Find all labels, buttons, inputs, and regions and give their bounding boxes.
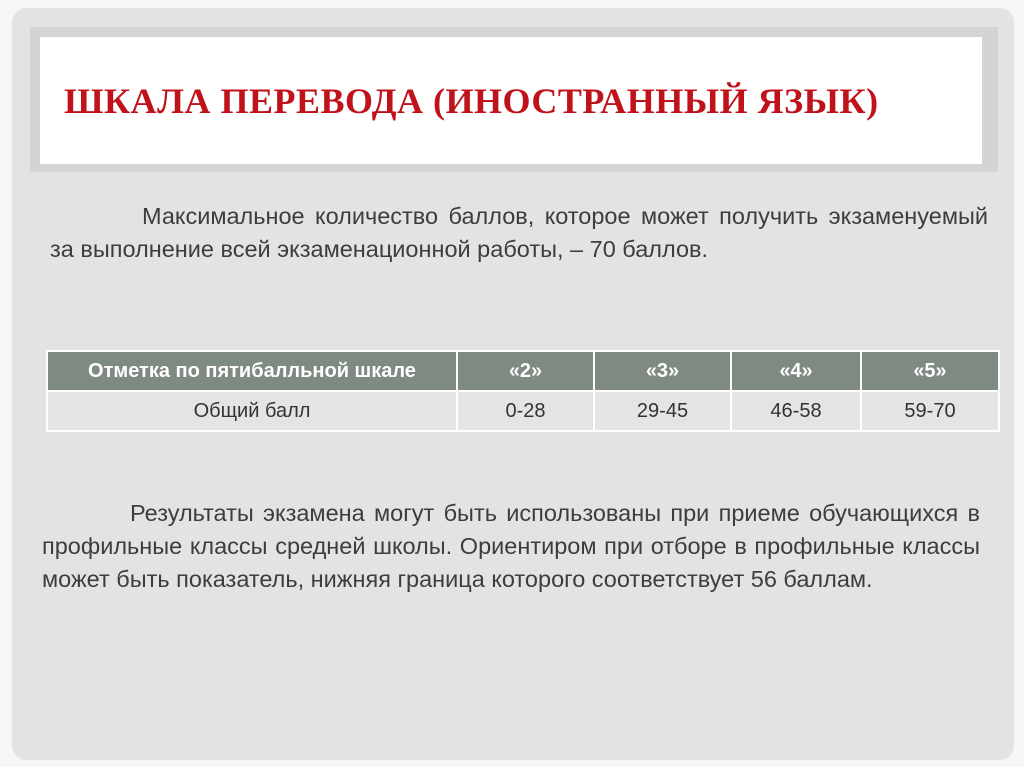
slide-title: ШКАЛА ПЕРЕВОДА (ИНОСТРАННЫЙ ЯЗЫК) (64, 80, 879, 121)
header-grade-2: «2» (457, 351, 594, 391)
header-grade-5: «5» (861, 351, 999, 391)
score-range-grade-2: 0-28 (457, 391, 594, 431)
header-grade-3: «3» (594, 351, 731, 391)
header-grade-scale: Отметка по пятибалльной шкале (47, 351, 457, 391)
row-label-total-score: Общий балл (47, 391, 457, 431)
table-row (47, 391, 999, 431)
table-header-row (47, 351, 999, 391)
score-range-grade-5: 59-70 (861, 391, 999, 431)
header-grade-4: «4» (731, 351, 861, 391)
score-range-grade-3: 29-45 (594, 391, 731, 431)
score-range-grade-4: 46-58 (731, 391, 861, 431)
score-conversion-table (46, 350, 1000, 432)
results-usage-paragraph: Результаты экзамена могут быть использованы при приеме обучающихся в профильные классы средней школы. Ориентиром при отборе в профильные классы может быть показатель, нижняя граница которого соответствует 56 баллам. (42, 500, 980, 592)
title-box (40, 37, 982, 164)
max-score-paragraph: Максимальное количество баллов, которое может получить экзаменуемый за выполнение всей экзаменационной работы, – 70 баллов. (50, 203, 988, 262)
